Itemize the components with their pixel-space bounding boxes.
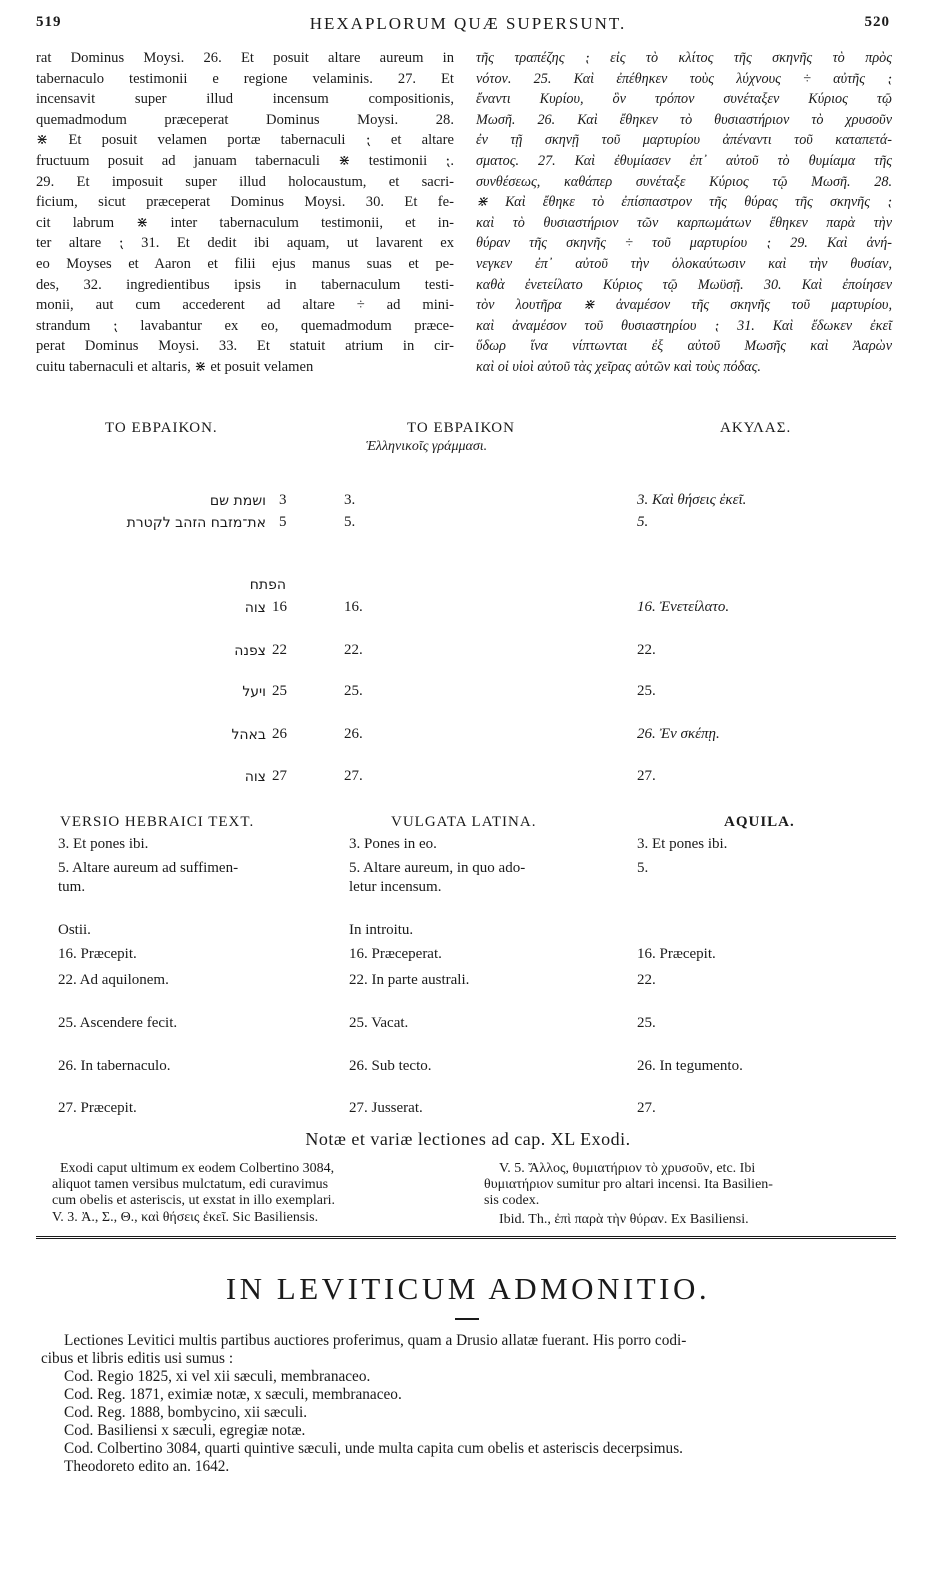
latin-line: ⋇ Et posuit velamen portæ tabernaculi ⁏ et altare (36, 132, 454, 149)
section-rule (36, 1236, 896, 1239)
latin-line: 29. Et imposuit super illud holocaustum, et sacri- (36, 173, 454, 190)
aquila-cell: 3. Καὶ θήσεις ἐκεῖ. (637, 492, 747, 508)
vulgate-cell: 26. Sub tecto. (349, 1058, 432, 1074)
latin-text-column (36, 48, 454, 378)
hebrew-cell: ושמת שם (209, 493, 266, 509)
greek-text-column (476, 48, 892, 378)
title-dash (455, 1318, 479, 1320)
note-line: Exodi caput ultimum ex eodem Colbertino 3084, (60, 1161, 335, 1176)
latin-line: cit labrum ⋇ inter tabernaculum testimonii, et in- (36, 214, 454, 231)
vulgate-cell: 3. Pones in eo. (349, 836, 437, 852)
paragraph-line: Lectiones Levitici multis partibus auctiores proferimus, quam a Drusio allatæ fuerant. His porro codi- (64, 1332, 687, 1349)
transliteration-cell: 5. (344, 514, 356, 530)
vulgate-cell: In introitu. (349, 922, 414, 938)
aquila-cell: 22. (637, 642, 656, 658)
verse-number: 5 (279, 514, 287, 530)
latin-line: monii, aut cum accederent ad altare ÷ ad mini- (36, 297, 454, 314)
latin-line: ter altare ⁏ 31. Et dedit ibi aquam, ut lavarent ex (36, 235, 454, 252)
version-cell: 26. In tabernaculo. (58, 1058, 171, 1074)
aquila-cell: 5. (637, 514, 649, 530)
list-item: Cod. Regio 1825, xi vel xii sæculi, membranaceo. (64, 1368, 371, 1385)
greek-line: ἐν τῇ σκηνῇ τοῦ μαρτυρίου ἀπέναντι τοῦ καταπετά- (476, 132, 892, 149)
latin-line: cuitu tabernaculi et altaris, ⋇ et posuit velamen (36, 358, 314, 375)
hebrew-cell: צפנה (234, 643, 266, 659)
greek-line: σματος. 27. Καὶ ἐθυμίασεν ἐπ᾽ αὐτοῦ τὸ θυμίαμα τῆς (476, 152, 892, 169)
aquila-latin-cell: 3. Et pones ibi. (637, 836, 728, 852)
aquila-cell: 16. Ἐνετείλατο. (637, 599, 730, 615)
greek-line: νότον. 25. Καὶ ἐπέθηκεν τοὺς λύχνους ÷ αὐτῆς ⁏ (476, 70, 892, 87)
verse-number: 16 (272, 599, 287, 615)
transliteration-cell: 26. (344, 726, 363, 742)
greek-line: θύραν τῆς σκηνῆς ÷ τοῦ μαρτυρίου ⁏ 29. Καὶ ἀνή- (476, 235, 892, 252)
aquila-cell: 25. (637, 683, 656, 699)
column-header: ΤΟ ΕΒΡΑΙΚΟΝ (407, 420, 515, 436)
greek-line: ἔναντι Κυρίου, ὃν τρόπον συνέταξεν Κύριος τῷ (476, 91, 892, 108)
version-cell: 3. Et pones ibi. (58, 836, 149, 852)
verse-number: 3 (279, 492, 287, 508)
aquila-latin-cell: 5. (637, 860, 649, 876)
latin-line: eo Moyses et Aaron et filii ejus manus suas et pe- (36, 255, 454, 272)
vulgate-cell: 22. In parte australi. (349, 972, 470, 988)
note-line: cum obelis et asteriscis, ut exstat in illo exemplari. (52, 1193, 336, 1208)
column-subheader: Ἑλληνικοῖς γράμμασι. (366, 439, 488, 454)
hebrew-cell: באהל (231, 727, 266, 743)
greek-line: καὶ ἀναμέσον τοῦ θυσιαστηρίου ⁏ 31. Καὶ ἔδωκεν ἐκεῖ (476, 317, 892, 334)
latin-line: tabernaculo testimonii e regione velaminis. 27. Et (36, 70, 454, 87)
aquila-latin-cell: 27. (637, 1100, 656, 1116)
greek-line: συνθέσεως, καθάπερ συνέταξε Κύριος τῷ Μωσῆ. 28. (476, 173, 892, 190)
hebrew-cell: הפתח (249, 577, 286, 593)
version-cell: 16. Præcepit. (58, 946, 137, 962)
note-line: sis codex. (484, 1193, 540, 1208)
latin-line: fructuum posuit ad januam tabernaculi ⋇ testimonii ⁏. (36, 152, 454, 169)
latin-line: quemadmodum præceperat Dominus Moysi. 28. (36, 111, 454, 128)
latin-line: rat Dominus Moysi. 26. Et posuit altare aureum in (36, 50, 454, 66)
note-line: aliquot tamen versibus mulctatum, edi curavimus (52, 1177, 329, 1192)
transliteration-cell: 25. (344, 683, 363, 699)
hebrew-cell: את־מזבח הזהב לקטרת (126, 515, 266, 531)
column-header: VERSIO HEBRAICI TEXT. (60, 814, 255, 830)
version-cell: Ostii. (58, 922, 91, 938)
version-cell: 25. Ascendere fecit. (58, 1015, 178, 1031)
aquila-latin-cell: 22. (637, 972, 656, 988)
column-header: ΤΟ ΕΒΡΑΙΚΟΝ. (105, 420, 218, 436)
column-header: AQUILA. (724, 814, 795, 830)
latin-line: des, 32. ingredientibus ipsis in tabernaculum testi- (36, 276, 454, 293)
note-line: θυμιατήριον sumitur pro altari incensi. Ita Basilien- (484, 1177, 773, 1192)
verse-number: 25 (272, 683, 287, 699)
vulgate-cell: letur incensum. (349, 879, 442, 895)
greek-line: τὸν λουτῆρα ⋇ ἀναμέσον τῆς σκηνῆς τοῦ μαρτυρίου, (476, 297, 892, 314)
vulgate-cell: 16. Præceperat. (349, 946, 442, 962)
notes-heading: Notæ et variæ lectiones ad cap. XL Exodi. (305, 1129, 631, 1149)
section-title: IN LEVITICUM ADMONITIO. (225, 1271, 711, 1306)
transliteration-cell: 3. (344, 492, 356, 508)
vulgate-cell: 25. Vacat. (349, 1015, 409, 1031)
vulgate-cell: 5. Altare aureum, in quo ado- (349, 860, 526, 876)
version-cell: 22. Ad aquilonem. (58, 972, 169, 988)
list-item: Cod. Reg. 1871, eximiæ notæ, x sæculi, membranaceo. (64, 1386, 402, 1403)
list-item: Theodoreto edito an. 1642. (64, 1458, 230, 1475)
aquila-latin-cell: 25. (637, 1015, 656, 1031)
greek-line: ὕδωρ ἵνα νίπτωνται ἐξ αὐτοῦ Μωσῆς καὶ Ἀαρὼν (476, 338, 892, 355)
greek-line: καθὰ ἐνετείλατο Κύριος τῷ Μωϋσῇ. 30. Καὶ ἐποίησεν (476, 276, 892, 293)
note-line: V. 5. Ἄλλος, θυμιατήριον τὸ χρυσοῦν, etc. Ibi (499, 1161, 756, 1176)
note-line: Ibid. Th., ἐπὶ παρὰ τὴν θύραν. Ex Basiliensi. (499, 1212, 749, 1227)
latin-line: strandum ⁏ lavabantur ex eo, quemadmodum præce- (36, 317, 454, 334)
hebrew-cell: ויעל (242, 684, 266, 700)
transliteration-cell: 27. (344, 768, 363, 784)
latin-line: incensavit super illud incensum compositionis, (36, 91, 454, 108)
greek-line: νεγκεν ἐπ᾽ αὐτοῦ τὴν ὁλοκαύτωσιν καὶ τὴν θυσίαν, (476, 255, 892, 272)
aquila-latin-cell: 16. Præcepit. (637, 946, 716, 962)
column-header: ΑΚΥΛΑΣ. (720, 420, 792, 436)
running-title: HEXAPLORUM QUÆ SUPERSUNT. (309, 14, 627, 33)
verse-number: 26 (272, 726, 287, 742)
transliteration-cell: 22. (344, 642, 363, 658)
hebrew-cell: צוה (244, 769, 266, 785)
verse-number: 22 (272, 642, 287, 658)
version-cell: tum. (58, 879, 86, 895)
column-header: VULGATA LATINA. (391, 814, 537, 830)
latin-line: ficium, sicut præceperat Dominus Moysi. 30. Et fe- (36, 194, 454, 211)
aquila-latin-cell: 26. In tegumento. (637, 1058, 743, 1074)
aquila-cell: 26. Ἐν σκέπῃ. (637, 726, 720, 742)
vulgate-cell: 27. Jusserat. (349, 1100, 423, 1116)
greek-line: καὶ τὸ θυσιαστήριον τῶν καρπωμάτων ἔθηκεν παρὰ τὴν (476, 214, 892, 231)
list-item: Cod. Colbertino 3084, quarti quintive sæculi, unde multa capita cum obelis et asteriscis decerpsimus. (64, 1440, 683, 1457)
greek-line: ⋇ Καὶ ἔθηκε τὸ ἐπίσπαστρον τῆς θύρας τῆς σκηνῆς ⁏ (476, 194, 892, 211)
aquila-cell: 27. (637, 768, 656, 784)
greek-line: Μωσῆ. 26. Καὶ ἔθηκεν τὸ θυσιαστήριον τὸ χρυσοῦν (476, 111, 892, 128)
paragraph-line: cibus et libris editis usi sumus : (41, 1350, 234, 1367)
latin-line: perat Dominus Moysi. 33. Et statuit atrium in cir- (36, 338, 454, 355)
verse-number: 27 (272, 768, 287, 784)
note-line: V. 3. Ἀ., Σ., Θ., καὶ θήσεις ἐκεῖ. Sic Basiliensis. (52, 1210, 319, 1225)
version-cell: 5. Altare aureum ad suffimen- (58, 860, 239, 876)
transliteration-cell: 16. (344, 599, 363, 615)
hebrew-cell: צוה (244, 600, 266, 616)
version-cell: 27. Præcepit. (58, 1100, 137, 1116)
greek-line: καὶ οἱ υἱοὶ αὐτοῦ τὰς χεῖρας αὐτῶν καὶ τοὺς πόδας. (476, 358, 761, 375)
right-page-number: 520 (864, 14, 890, 30)
list-item: Cod. Basiliensi x sæculi, egregiæ notæ. (64, 1422, 306, 1439)
list-item: Cod. Reg. 1888, bombycino, xii sæculi. (64, 1404, 308, 1421)
greek-line: τῆς τραπέζης ⁏ εἰς τὸ κλίτος τῆς σκηνῆς τὸ πρὸς (476, 50, 892, 66)
left-page-number: 519 (36, 14, 62, 30)
